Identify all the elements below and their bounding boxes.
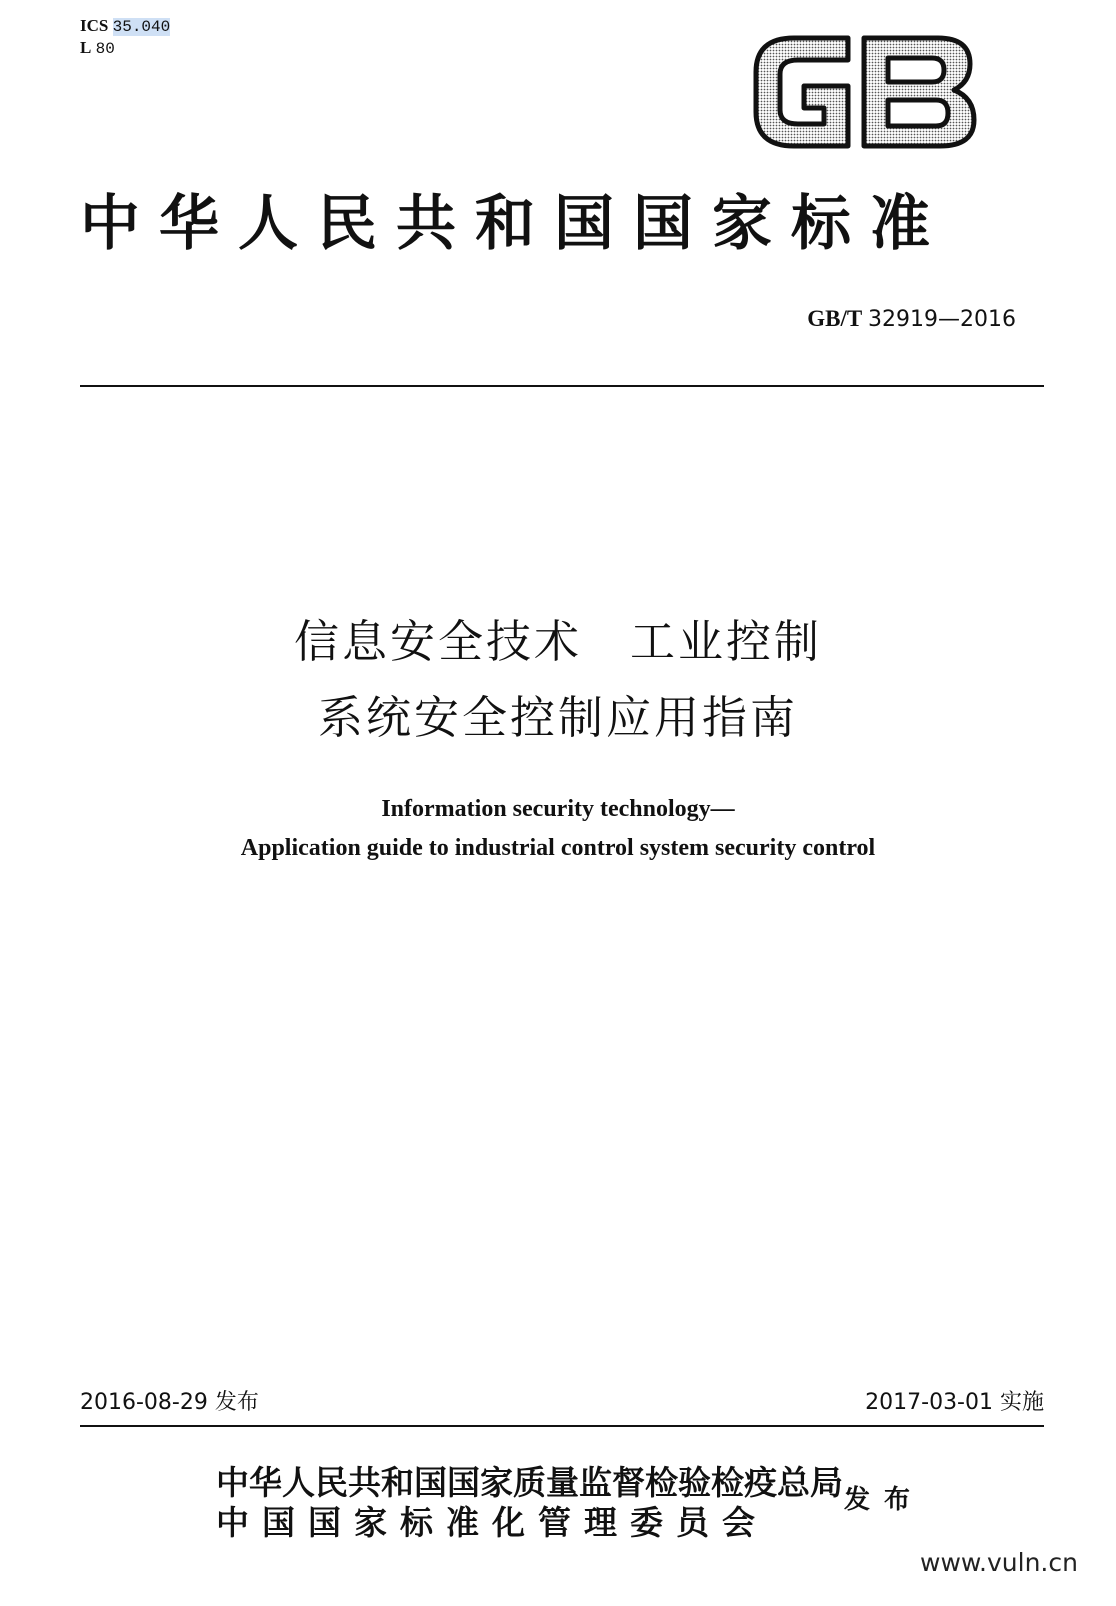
cn-title-line1: 信息安全技术 工业控制 [293, 615, 822, 668]
en-title-line1: Information security technology— [381, 796, 735, 822]
ics-label: ICS [80, 16, 109, 35]
issuer-line1: 中华人民共和国国家质量监督检验检疫总局 [216, 1463, 843, 1502]
issued-label: 发布 [844, 1485, 925, 1515]
cn-title-line2: 系统安全控制应用指南 [317, 691, 798, 744]
gb-logo [748, 28, 980, 156]
standard-number [807, 304, 1016, 335]
ccs-code [80, 38, 115, 59]
ccs-code-value: 80 [95, 40, 115, 58]
ics-code [80, 16, 170, 37]
watermark: www.vuln.cn [920, 1548, 1078, 1577]
issuer-line2: 中国国家标准化管理委员会 [216, 1503, 768, 1542]
issue-date: 2016-08-29 发布 [80, 1390, 259, 1415]
ccs-label: L [80, 38, 92, 57]
standard-number-prefix: GB/T [807, 306, 863, 331]
en-title-line2: Application guide to industrial control system security control [240, 835, 876, 861]
implementation-date: 2017-03-01 实施 [865, 1390, 1044, 1415]
top-divider [80, 385, 1044, 387]
standard-category-title: 中华人民共和国国家标准 [80, 189, 949, 259]
bottom-divider [80, 1425, 1044, 1427]
standard-number-value: 32919—2016 [868, 307, 1016, 332]
ics-code-value[interactable]: 35.040 [112, 18, 171, 36]
